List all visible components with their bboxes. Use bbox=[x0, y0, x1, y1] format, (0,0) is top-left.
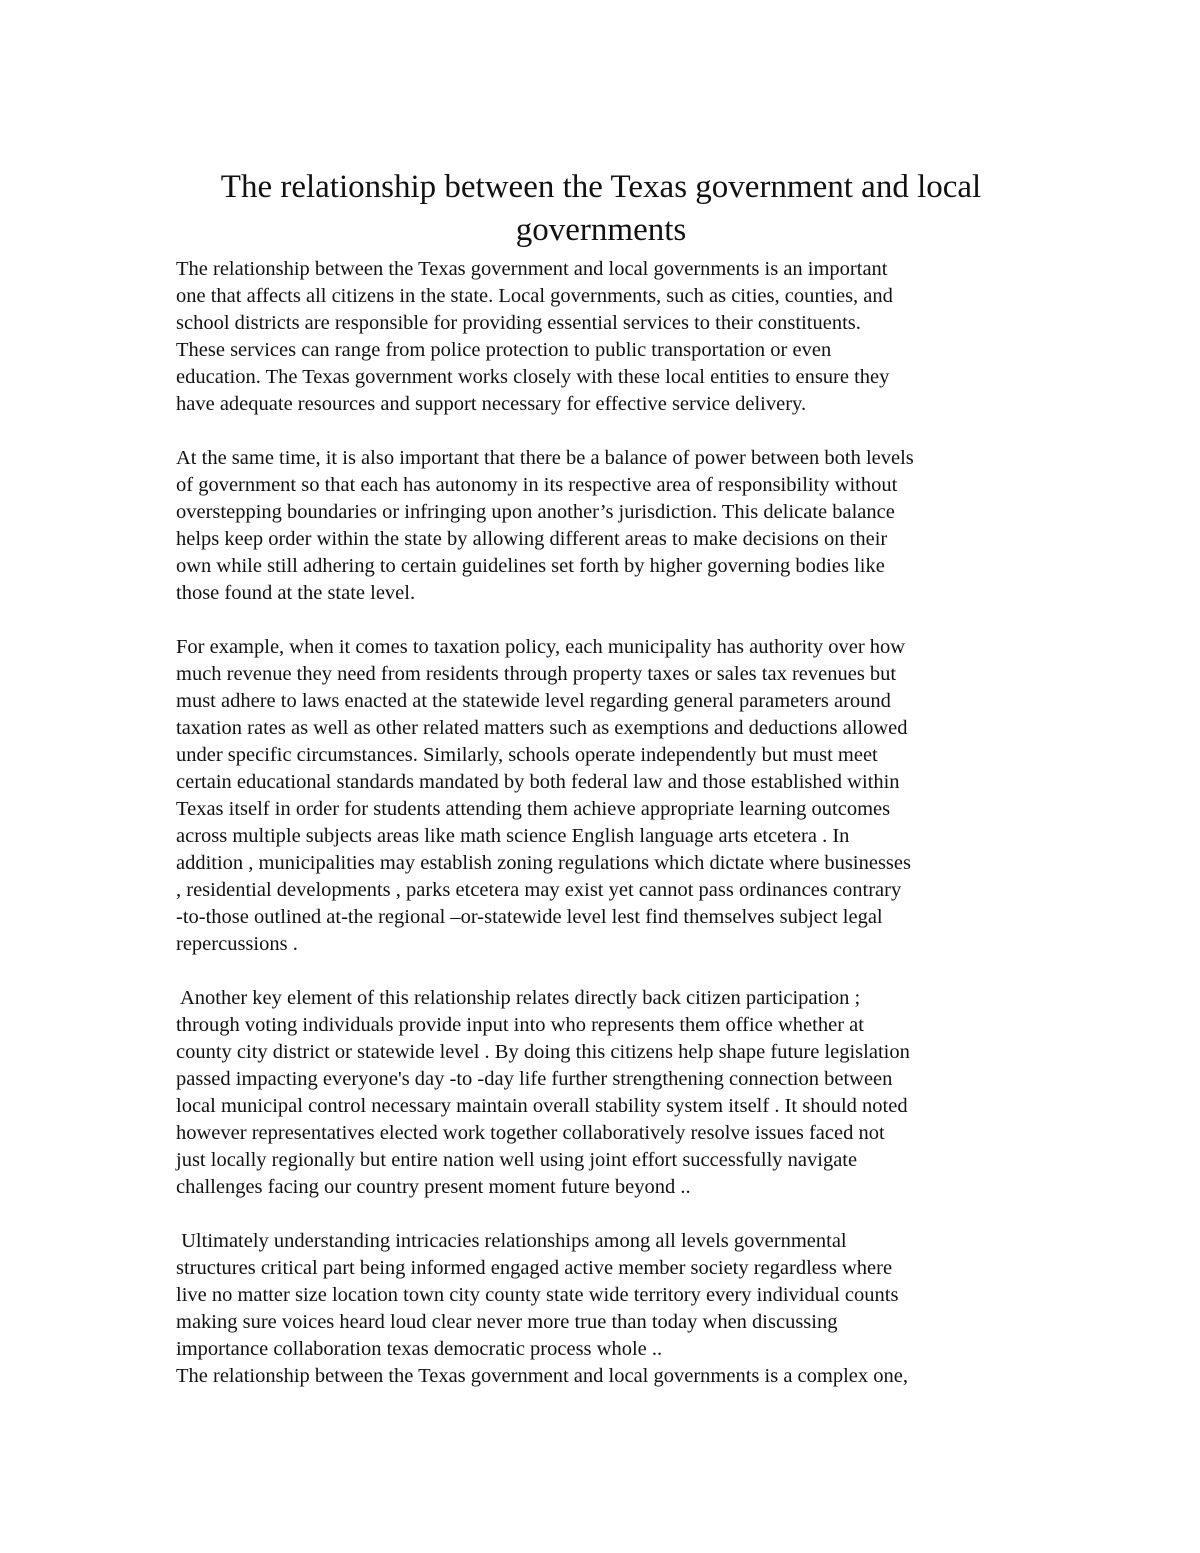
text-line: one that affects all citizens in the state. Local governments, such as cities, counties, and bbox=[176, 285, 893, 307]
text-line: Texas itself in order for students attending them achieve appropriate learning outcomes bbox=[176, 798, 891, 820]
document-content bbox=[176, 166, 1026, 1390]
text-line: own while still adhering to certain guidelines set forth by higher governing bodies like bbox=[176, 555, 885, 577]
text-line: taxation rates as well as other related matters such as exemptions and deductions allowed bbox=[176, 717, 908, 739]
paragraph bbox=[176, 634, 1026, 958]
paragraph bbox=[176, 1228, 1026, 1390]
text-line: of government so that each has autonomy in its respective area of responsibility without bbox=[176, 474, 898, 496]
page-title bbox=[176, 166, 1026, 252]
text-line: local municipal control necessary maintain overall stability system itself . It should noted bbox=[176, 1095, 908, 1117]
title-line: The relationship between the Texas government and local bbox=[220, 169, 982, 205]
text-line: -to-those outlined at-the regional –or-statewide level lest find themselves subject legal bbox=[176, 906, 883, 928]
text-line: education. The Texas government works closely with these local entities to ensure they bbox=[176, 366, 890, 388]
text-line: however representatives elected work together collaboratively resolve issues faced not bbox=[176, 1122, 885, 1144]
text-line: , residential developments , parks etcetera may exist yet cannot pass ordinances contrary bbox=[176, 879, 902, 901]
text-line: live no matter size location town city county state wide territory every individual counts bbox=[176, 1284, 899, 1306]
paragraph bbox=[176, 985, 1026, 1201]
text-line: across multiple subjects areas like math science English language arts etcetera . In bbox=[176, 825, 850, 847]
text-line: repercussions . bbox=[176, 933, 298, 955]
text-line: challenges facing our country present moment future beyond .. bbox=[176, 1176, 691, 1198]
text-line: For example, when it comes to taxation policy, each municipality has authority over how bbox=[176, 636, 906, 658]
text-line: structures critical part being informed engaged active member society regardless where bbox=[176, 1257, 893, 1279]
text-line: The relationship between the Texas government and local governments is a complex one, bbox=[176, 1365, 908, 1387]
text-line: county city district or statewide level . By doing this citizens help shape future legislation bbox=[176, 1041, 910, 1063]
text-line: helps keep order within the state by allowing different areas to make decisions on their bbox=[176, 528, 888, 550]
paragraph bbox=[176, 256, 1026, 418]
text-line: making sure voices heard loud clear never more true than today when discussing bbox=[176, 1311, 838, 1333]
text-line: importance collaboration texas democratic process whole .. bbox=[176, 1338, 663, 1360]
text-line: through voting individuals provide input into who represents them office whether at bbox=[176, 1014, 864, 1036]
text-line: must adhere to laws enacted at the statewide level regarding general parameters around bbox=[176, 690, 891, 712]
text-line: overstepping boundaries or infringing upon another’s jurisdiction. This delicate balance bbox=[176, 501, 895, 523]
text-line: addition , municipalities may establish zoning regulations which dictate where businesses bbox=[176, 852, 911, 874]
text-line: The relationship between the Texas government and local governments is an important bbox=[176, 258, 888, 280]
paragraph bbox=[176, 445, 1026, 607]
text-line: have adequate resources and support necessary for effective service delivery. bbox=[176, 393, 807, 415]
text-line: passed impacting everyone's day -to -day life further strengthening connection between bbox=[176, 1068, 893, 1090]
text-line: certain educational standards mandated by both federal law and those established within bbox=[176, 771, 900, 793]
text-line: At the same time, it is also important that there be a balance of power between both levels bbox=[176, 447, 914, 469]
text-line: much revenue they need from residents through property taxes or sales tax revenues but bbox=[176, 663, 897, 685]
text-line: under specific circumstances. Similarly, schools operate independently but must meet bbox=[176, 744, 878, 766]
text-line: These services can range from police protection to public transportation or even bbox=[176, 339, 832, 361]
text-line: just locally regionally but entire nation well using joint effort successfully navigate bbox=[176, 1149, 858, 1171]
text-line: Another key element of this relationship relates directly back citizen participation ; bbox=[176, 987, 861, 1009]
text-line: those found at the state level. bbox=[176, 582, 416, 604]
title-line: governments bbox=[515, 212, 687, 248]
document-body bbox=[176, 256, 1026, 1390]
text-line: school districts are responsible for providing essential services to their constituents. bbox=[176, 312, 861, 334]
text-line: Ultimately understanding intricacies relationships among all levels governmental bbox=[176, 1230, 847, 1252]
